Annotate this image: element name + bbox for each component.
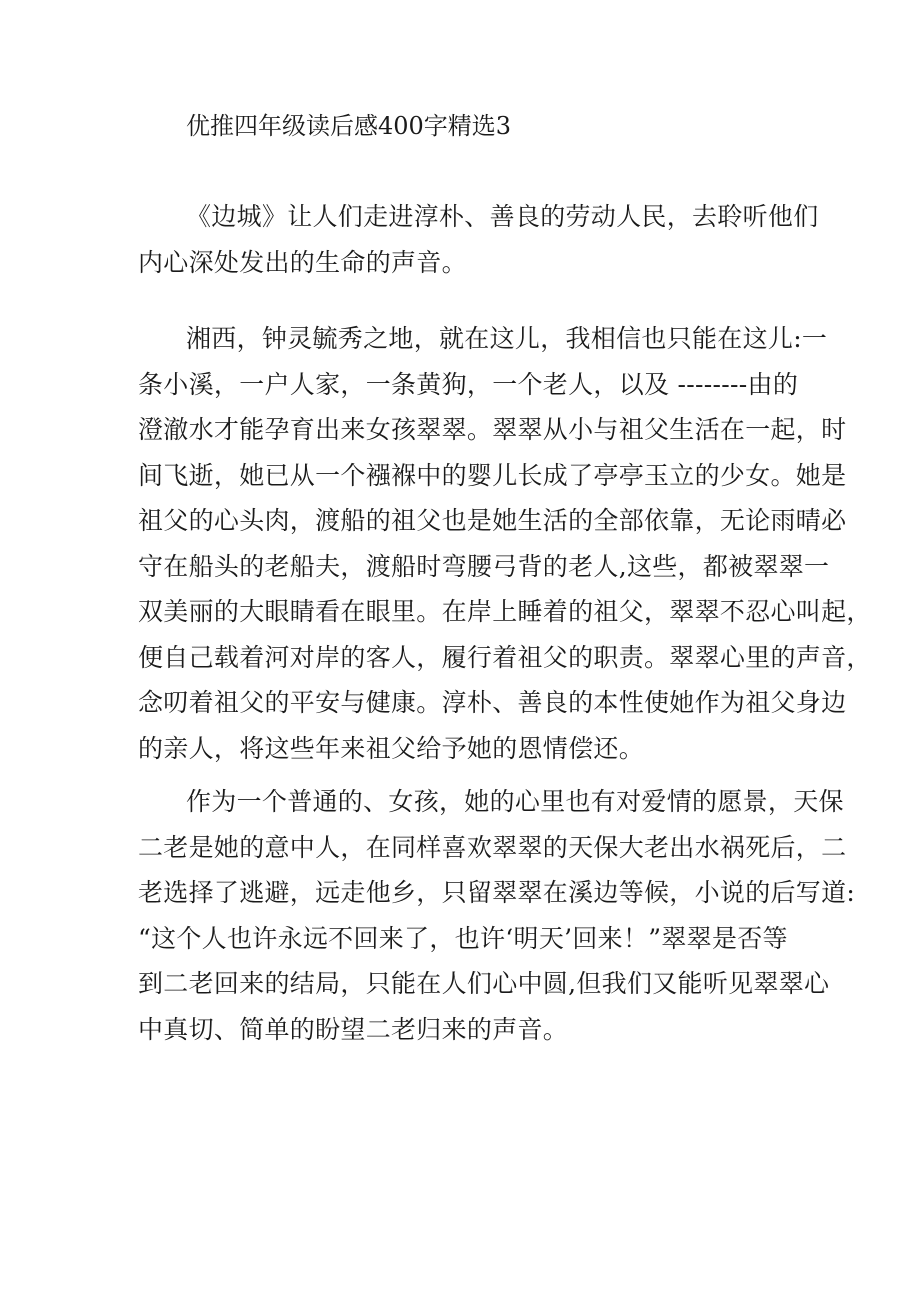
paragraph-line: 便自己载着河对岸的客人，履行着祖父的职责。翠翠心里的声音，: [138, 642, 872, 672]
paragraph-line: 《边城》让人们走进淳朴、善良的劳动人民，去聆听他们: [186, 202, 819, 231]
paragraph-line: 祖父的心头肉，渡船的祖父也是她生活的全部依靠，无论雨晴必: [138, 506, 847, 535]
paragraph-line: 念叨着祖父的平安与健康。淳朴、善良的本性使她作为祖父身边: [138, 688, 847, 717]
paragraph-3: [138, 779, 856, 1052]
paragraph-line: 双美丽的大眼睛看在眼里。在岸上睡着的祖父，翠翠不忍心叫起，: [138, 597, 872, 626]
paragraph-1: [138, 194, 819, 285]
paragraph-line: 守在船头的老船夫，渡船时弯腰弓背的老人,这些，都被翠翠一: [138, 551, 830, 581]
paragraph-2: [138, 316, 872, 771]
paragraph-line: 的亲人，将这些年来祖父给予她的恩情偿还。: [138, 733, 645, 763]
document-title: 优推四年级读后感400字精选3: [186, 112, 512, 140]
paragraph-line: “这个人也许永远不回来了，也许‘明天’回来！”翠翠是否等: [138, 923, 788, 953]
paragraph-line: 条小溪，一户人家，一条黄狗，一个老人，以及 --------由的: [138, 369, 799, 399]
paragraph-line: 澄澈水才能孕育出来女孩翠翠。翠翠从小与祖父生活在一起，时: [138, 415, 847, 444]
paragraph-line: 二老是她的意中人，在同样喜欢翠翠的天保大老出水祸死后，二: [138, 832, 847, 862]
paragraph-line: 作为一个普通的、女孩，她的心里也有对爱情的愿景，天保: [186, 787, 844, 816]
paragraph-line: 湘西，钟灵毓秀之地，就在这儿，我相信也只能在这儿:一: [186, 324, 828, 353]
paragraph-line: 老选择了逃避，远走他乡，只留翠翠在溪边等候，小说的后写道:: [138, 878, 856, 907]
paragraph-line: 间飞逝，她已从一个襁褓中的婴儿长成了亭亭玉立的少女。她是: [138, 460, 847, 490]
paragraph-line: 内心深处发出的生命的声音。: [138, 247, 467, 277]
paragraph-line: 中真切、简单的盼望二老归来的声音。: [138, 1014, 569, 1044]
paragraph-line: 到二老回来的结局，只能在人们心中圆,但我们又能听见翠翠心: [138, 969, 830, 998]
